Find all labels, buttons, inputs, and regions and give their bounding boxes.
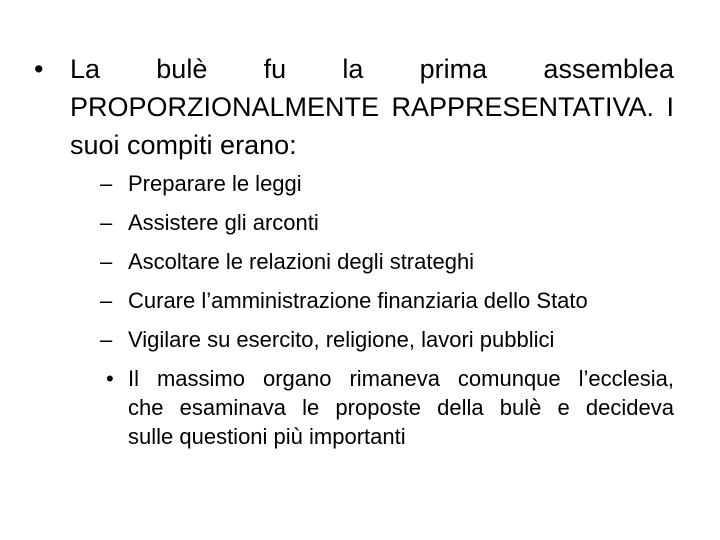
list-item <box>100 247 674 286</box>
final-bullet-line: sulle questioni più importanti <box>128 424 406 449</box>
sub-list <box>100 169 674 451</box>
bullet-marker: • <box>106 366 114 391</box>
dash-marker: – <box>100 288 113 313</box>
list-item-text: Assistere gli arconti <box>128 210 319 235</box>
bullet-marker: • <box>34 54 44 84</box>
list-item <box>100 208 674 247</box>
list-item-text: Preparare le leggi <box>128 171 302 196</box>
final-bullet-text <box>128 364 674 451</box>
list-item-text: Vigilare su esercito, religione, lavori pubblici <box>128 327 555 352</box>
main-bullet-line: PROPORZIONALMENTE RAPPRESENTATIVA. I <box>70 92 674 122</box>
list-item-text: Ascoltare le relazioni degli strateghi <box>128 249 475 274</box>
final-bullet <box>100 364 674 451</box>
final-bullet-line: Il massimo organo rimaneva comunque l’ecclesia, <box>128 366 674 391</box>
list-item <box>100 286 674 325</box>
main-bullet-text <box>70 50 674 164</box>
final-bullet-line: che esaminava le proposte della bulè e decideva <box>128 395 674 420</box>
main-bullet <box>34 50 674 164</box>
list-item-text: Curare l’amministrazione finanziaria dello Stato <box>128 288 588 313</box>
main-bullet-line: suoi compiti erano: <box>70 130 297 160</box>
list-item <box>100 325 674 364</box>
dash-marker: – <box>100 249 113 274</box>
dash-marker: – <box>100 210 113 235</box>
dash-marker: – <box>100 171 113 196</box>
list-item <box>100 169 674 208</box>
main-bullet-line: La bulè fu la prima assemblea <box>70 54 674 84</box>
dash-marker: – <box>100 327 113 352</box>
